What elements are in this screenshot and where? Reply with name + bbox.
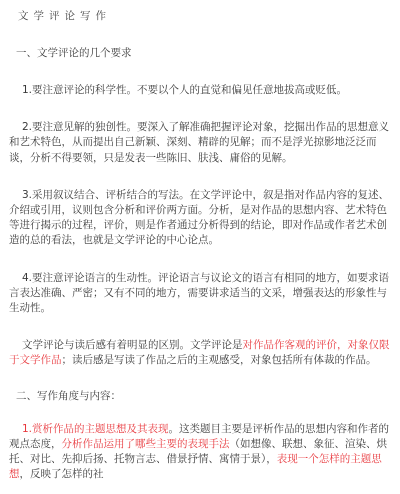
spacer <box>9 61 390 83</box>
spacer <box>9 98 390 120</box>
angle-highlight-3: 表现一个怎样的主题思想 <box>9 453 382 481</box>
paragraph-requirement-1: 1.要注意评论的科学性。不要以个人的直觉和偏见任意地拔高或贬低。 <box>22 84 348 96</box>
angle-text-b: （如想像、联想、象征、渲染、烘托、对比、先抑后扬、托物言志、借景抒情、寓情于景）， <box>9 437 387 466</box>
angle-text-c: ，反映了怎样的社 <box>19 468 104 481</box>
spacer <box>9 404 390 422</box>
angle-highlight-1: 1.赏析作品的主题思想及其表现 <box>22 422 169 435</box>
comparison-highlight: 对作品作客观的评价，对象仅限于文学作品 <box>9 339 390 367</box>
paragraph-requirement-2: 2.要注意见解的独创性。要深入了解准确把握评论对象，挖掘出作品的思想意义和艺术特色，从而提出自己新颖、深刻、精辟的见解；而不是浮光掠影地泛泛而谈，分析不得要领，只是发表一些陈旧、肤浅、庸俗的见解。 <box>9 121 390 164</box>
comparison-text-a: 文学评论与读后感有着明显的区别。文学评论是 <box>22 339 243 352</box>
paragraph-angle-1 <box>9 422 390 483</box>
comparison-text-b: ；读后感是写读了作品之后的主观感受，对象包括所有体裁的作品。 <box>61 354 377 367</box>
angle-highlight-2: 分析作品运用了哪些主要的表现手法 <box>61 437 230 450</box>
spacer <box>9 316 390 338</box>
paragraph-requirement-4: 4.要注意评论语言的生动性。评论语言与议论文的语言有相同的地方，如要求语言表达准确、严密；又有不同的地方，需要讲求适当的文采，增强表达的形象性与生动性。 <box>9 271 390 315</box>
paragraph-requirement-3: 3.采用叙议结合、评析结合的写法。在文学评论中，叙是指对作品内容的复述、介绍或引用，议则包含分析和评价两方面。分析，是对作品的思想内容、艺术特色等进行揭示的过程，评价，则是作者通过分析得到的结论，即对作品或作者艺术创造的总的看法，也就是文学评论的中心论点。 <box>9 188 390 247</box>
angle-text-a: 。这类题目主要是评析作品的思想内容和作者的观点态度， <box>9 422 390 450</box>
spacer <box>9 249 390 271</box>
document-title: 文学评论写作 <box>18 10 111 22</box>
section-heading-angles: 二、写作角度与内容： <box>16 389 121 402</box>
spacer <box>9 166 390 188</box>
paragraph-comparison <box>9 338 390 368</box>
section-heading-requirements: 一、文学评论的几个要求 <box>16 47 132 59</box>
